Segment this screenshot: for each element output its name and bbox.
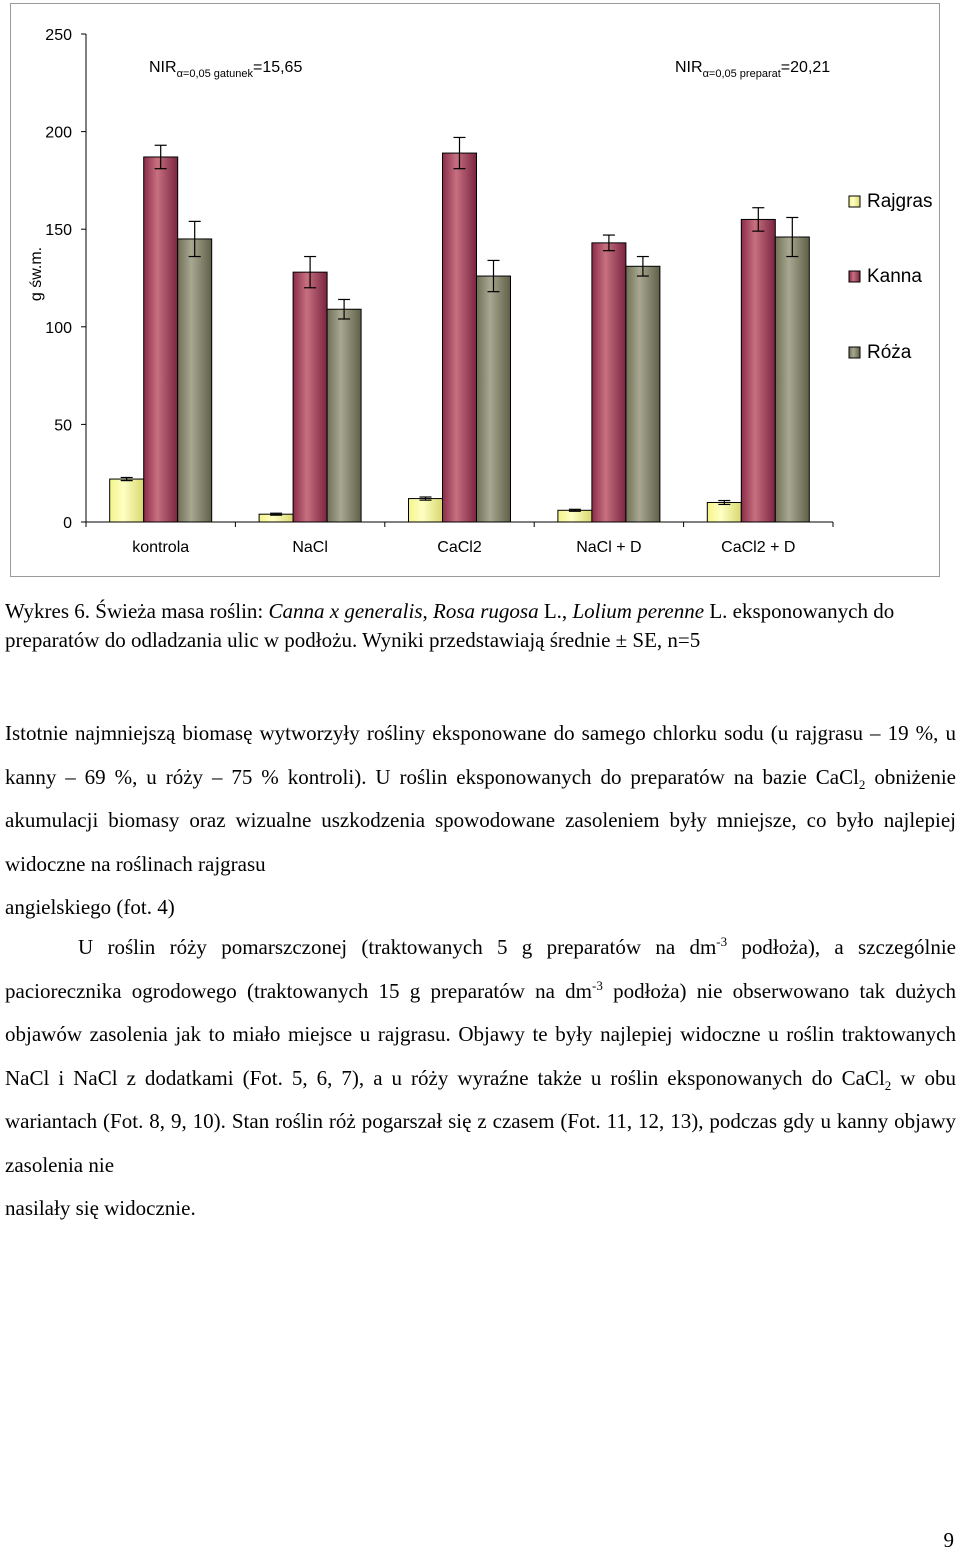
y-axis: [45, 27, 86, 532]
nir-preparat-annotation: [675, 59, 830, 80]
x-tick-label: CaCl2 + D: [721, 539, 796, 556]
bar-kanna-3: [592, 243, 626, 522]
bar-kanna-4: [741, 219, 775, 522]
paragraph-1-part2: obniżenie akumulacji biomasy oraz wizualne uszkodzenia spowodowane zasoleniem były mniejsze, co było najlepiej widoczne na roślinach rajgrasu: [5, 764, 956, 876]
figure-caption: [5, 597, 956, 655]
x-tick-label: CaCl2: [437, 539, 482, 556]
legend-label-rajgras: Rajgras: [867, 191, 933, 212]
nir-preparat-value: =20,21: [780, 59, 831, 76]
caption-species-canna: Canna x generalis: [268, 599, 423, 623]
bar-rajgras-4: [707, 502, 741, 522]
y-tick-label: 200: [45, 124, 72, 142]
x-tick-label: NaCl: [292, 539, 328, 556]
y-tick-label: 0: [63, 515, 72, 532]
bar-rajgras-3: [558, 510, 592, 522]
bar-kanna-0: [144, 157, 178, 522]
paragraph-2-sub1: 2: [884, 1077, 892, 1093]
legend-swatch-rajgras: [849, 196, 860, 207]
paragraph-2-part1: U roślin róży pomarszczonej (traktowanych 5 g preparatów na dm: [78, 935, 717, 959]
chart-svg: [11, 4, 939, 576]
y-tick-label: 50: [54, 417, 72, 435]
bar-roza-1: [327, 309, 361, 522]
page-number: 9: [943, 1528, 954, 1552]
y-tick-label: 150: [45, 222, 72, 240]
paragraph-2-sup1: -3: [716, 934, 728, 949]
caption-species-lolium: Lolium perenne: [572, 599, 705, 623]
bar-roza-4: [775, 237, 809, 522]
paragraph-2-last-line: nasilały się widocznie.: [5, 1196, 196, 1220]
caption-prefix: Wykres 6. Świeża masa roślin:: [5, 599, 269, 623]
bars: [110, 137, 810, 522]
legend-swatch-kanna: [849, 271, 860, 282]
bar-rajgras-0: [110, 479, 144, 522]
nir-preparat-main: NIR: [675, 59, 703, 76]
paragraph-2-part2: podłoża), a szczególnie paciorecznika ogrodowego (traktowanych 15 g preparatów na dm: [5, 935, 956, 1003]
caption-sep1: ,: [422, 599, 433, 623]
nir-gatunek-value: =15,65: [252, 59, 303, 76]
y-tick-label: 250: [45, 27, 72, 44]
nir-gatunek-sub: α=0,05 gatunek: [176, 68, 253, 80]
paragraph-2-part3: podłoża) nie obserwowano tak dużych objawów zasolenia jak to miało miejsce u rajgrasu. Objawy te były najlepiej widoczne u roślin traktowanych NaCl i NaCl z dodatkami (Fot. 5, 6, 7), a u róży wyraźne także u roślin eksponowanych do CaCl: [5, 978, 956, 1090]
paragraph-1: [5, 712, 956, 930]
bar-roza-3: [626, 266, 660, 522]
legend-label-roza: Róża: [867, 342, 912, 363]
paragraph-1-part1: Istotnie najmniejszą biomasę wytworzyły rośliny eksponowane do samego chlorku sodu (u rajgrasu – 19 %, u kanny – 69 %, u róży – 75 % kontroli). U roślin eksponowanych do preparatów na bazie CaCl: [5, 721, 956, 789]
bar-roza-2: [477, 276, 511, 522]
paragraph-2-sup2: -3: [592, 977, 603, 993]
paragraph-1-last-line: angielskiego (fot. 4): [5, 895, 175, 919]
x-axis: [86, 522, 833, 556]
bar-chart: [10, 3, 940, 577]
bar-kanna-2: [443, 153, 477, 522]
paragraph-2-part4: w obu wariantach (Fot. 8, 9, 10). Stan roślin róż pogarszał się z czasem (Fot. 11, 12, 13), podczas gdy u kanny objawy zasolenia nie: [5, 1065, 956, 1177]
bar-rajgras-2: [409, 499, 443, 522]
bar-roza-0: [178, 239, 212, 522]
legend-swatch-roza: [849, 347, 860, 358]
x-tick-label: NaCl + D: [576, 539, 642, 556]
legend: [849, 191, 932, 363]
caption-suffix: L. eksponowanych do preparatów do odladzania ulic w podłożu. Wyniki przedstawiają średnie ± SE, n=5: [5, 599, 895, 652]
paragraph-2: [5, 926, 956, 1231]
x-tick-label: kontrola: [132, 539, 190, 556]
legend-label-kanna: Kanna: [867, 266, 922, 287]
caption-sep2: L.,: [538, 599, 573, 623]
nir-preparat-sub: α=0,05 preparat: [702, 68, 781, 80]
caption-species-rosa: Rosa rugosa: [433, 599, 539, 623]
nir-gatunek-main: NIR: [149, 59, 177, 76]
y-axis-label: g św.m.: [28, 246, 45, 302]
nir-gatunek-annotation: [149, 59, 302, 80]
y-tick-label: 100: [45, 319, 72, 337]
bar-kanna-1: [293, 272, 327, 522]
paragraph-1-sub1: 2: [858, 776, 866, 792]
